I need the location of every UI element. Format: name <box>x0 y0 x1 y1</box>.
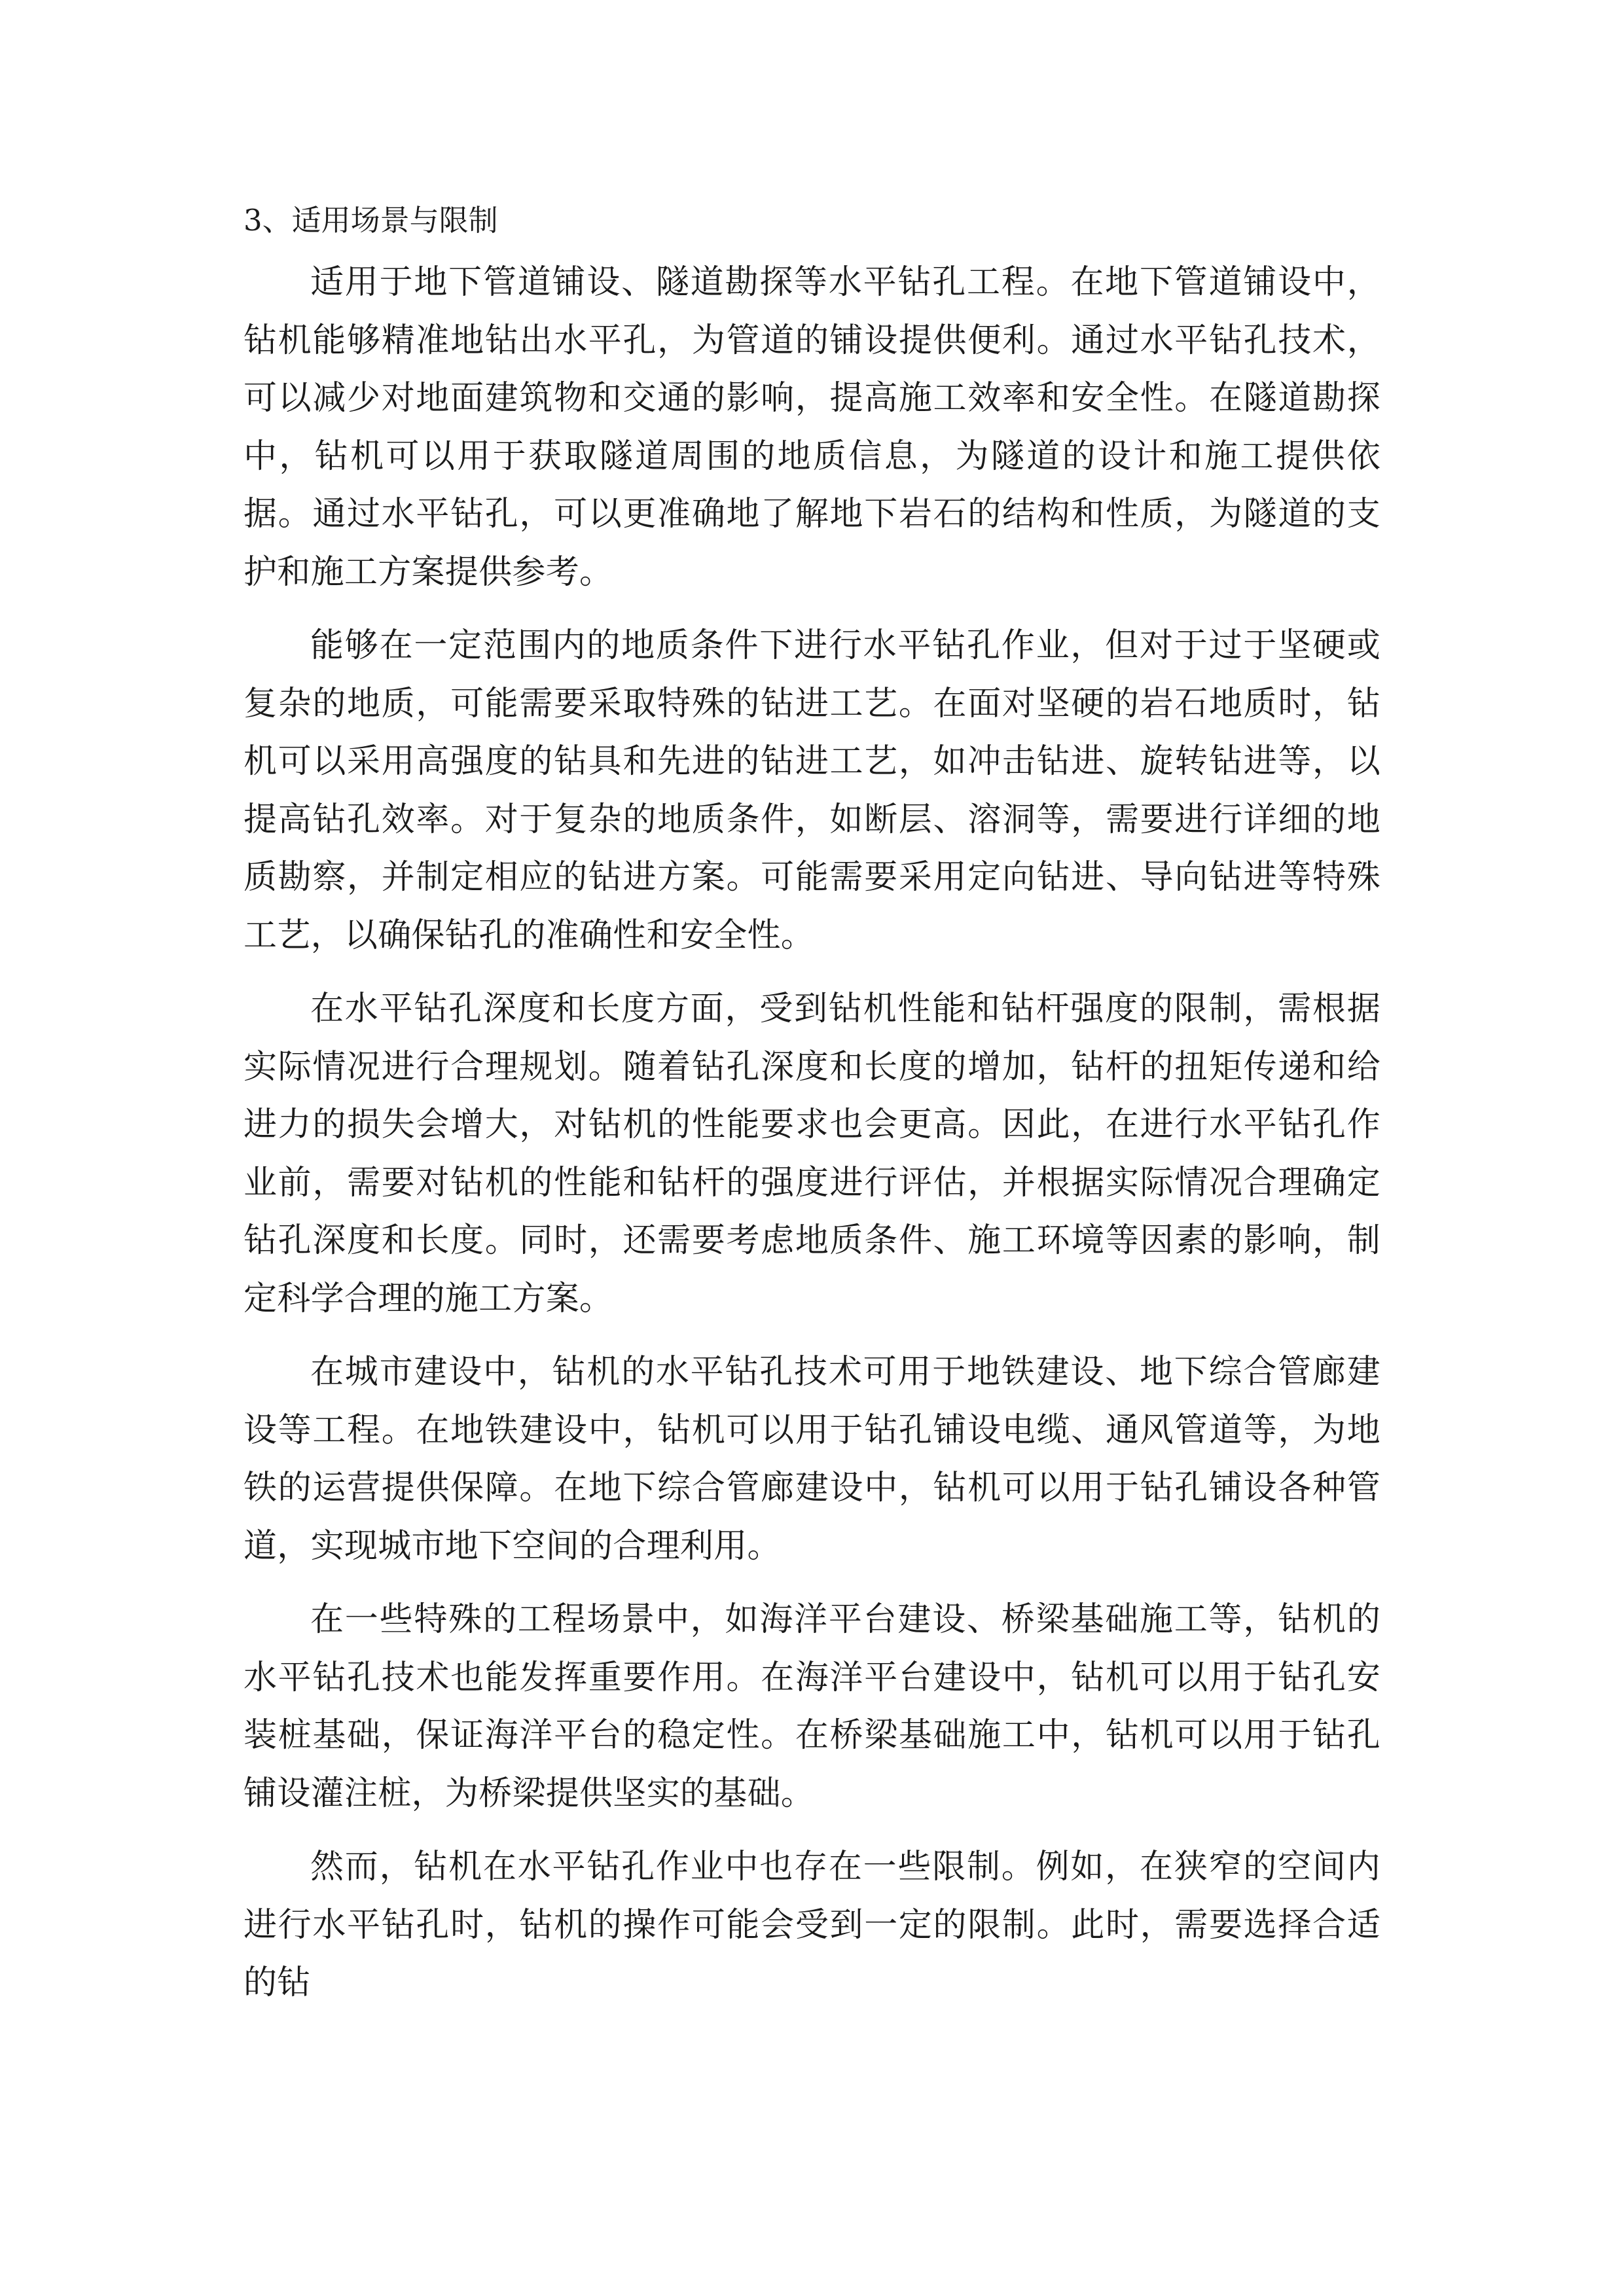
paragraph-4: 在城市建设中，钻机的水平钻孔技术可用于地铁建设、地下综合管廊建设等工程。在地铁建设中，钻机可以用于钻孔铺设电缆、通风管道等，为地铁的运营提供保障。在地下综合管廊建设中，钻机可以用于钻孔铺设各种管道，实现城市地下空间的合理利用。 <box>244 1353 1380 1566</box>
section-heading: 3、适用场景与限制 <box>244 203 498 238</box>
document-body <box>244 191 1380 2028</box>
paragraph-1: 适用于地下管道铺设、隧道勘探等水平钻孔工程。在地下管道铺设中，钻机能够精准地钻出水平孔，为管道的铺设提供便利。通过水平钻孔技术，可以减少对地面建筑物和交通的影响，提高施工效率和安全性。在隧道勘探中，钻机可以用于获取隧道周围的地质信息，为隧道的设计和施工提供依据。通过水平钻孔，可以更准确地了解地下岩石的结构和性质，为隧道的支护和施工方案提供参考。 <box>244 263 1380 592</box>
paragraph-5: 在一些特殊的工程场景中，如海洋平台建设、桥梁基础施工等，钻机的水平钻孔技术也能发挥重要作用。在海洋平台建设中，钻机可以用于钻孔安装桩基础，保证海洋平台的稳定性。在桥梁基础施工中，钻机可以用于钻孔铺设灌注桩，为桥梁提供坚实的基础。 <box>244 1600 1380 1813</box>
paragraph-3: 在水平钻孔深度和长度方面，受到钻机性能和钻杆强度的限制，需根据实际情况进行合理规划。随着钻孔深度和长度的增加，钻杆的扭矩传递和给进力的损失会增大，对钻机的性能要求也会更高。因此，在进行水平钻孔作业前，需要对钻机的性能和钻杆的强度进行评估，并根据实际情况合理确定钻孔深度和长度。同时，还需要考虑地质条件、施工环境等因素的影响，制定科学合理的施工方案。 <box>244 990 1380 1318</box>
paragraph-6: 然而，钻机在水平钻孔作业中也存在一些限制。例如，在狭窄的空间内进行水平钻孔时，钻机的操作可能会受到一定的限制。此时，需要选择合适的钻 <box>244 1848 1380 2002</box>
paragraph-2: 能够在一定范围内的地质条件下进行水平钻孔作业，但对于过于坚硬或复杂的地质，可能需要采取特殊的钻进工艺。在面对坚硬的岩石地质时，钻机可以采用高强度的钻具和先进的钻进工艺，如冲击钻进、旋转钻进等，以提高钻孔效率。对于复杂的地质条件，如断层、溶洞等，需要进行详细的地质勘察，并制定相应的钻进方案。可能需要采用定向钻进、导向钻进等特殊工艺，以确保钻孔的准确性和安全性。 <box>244 626 1380 955</box>
